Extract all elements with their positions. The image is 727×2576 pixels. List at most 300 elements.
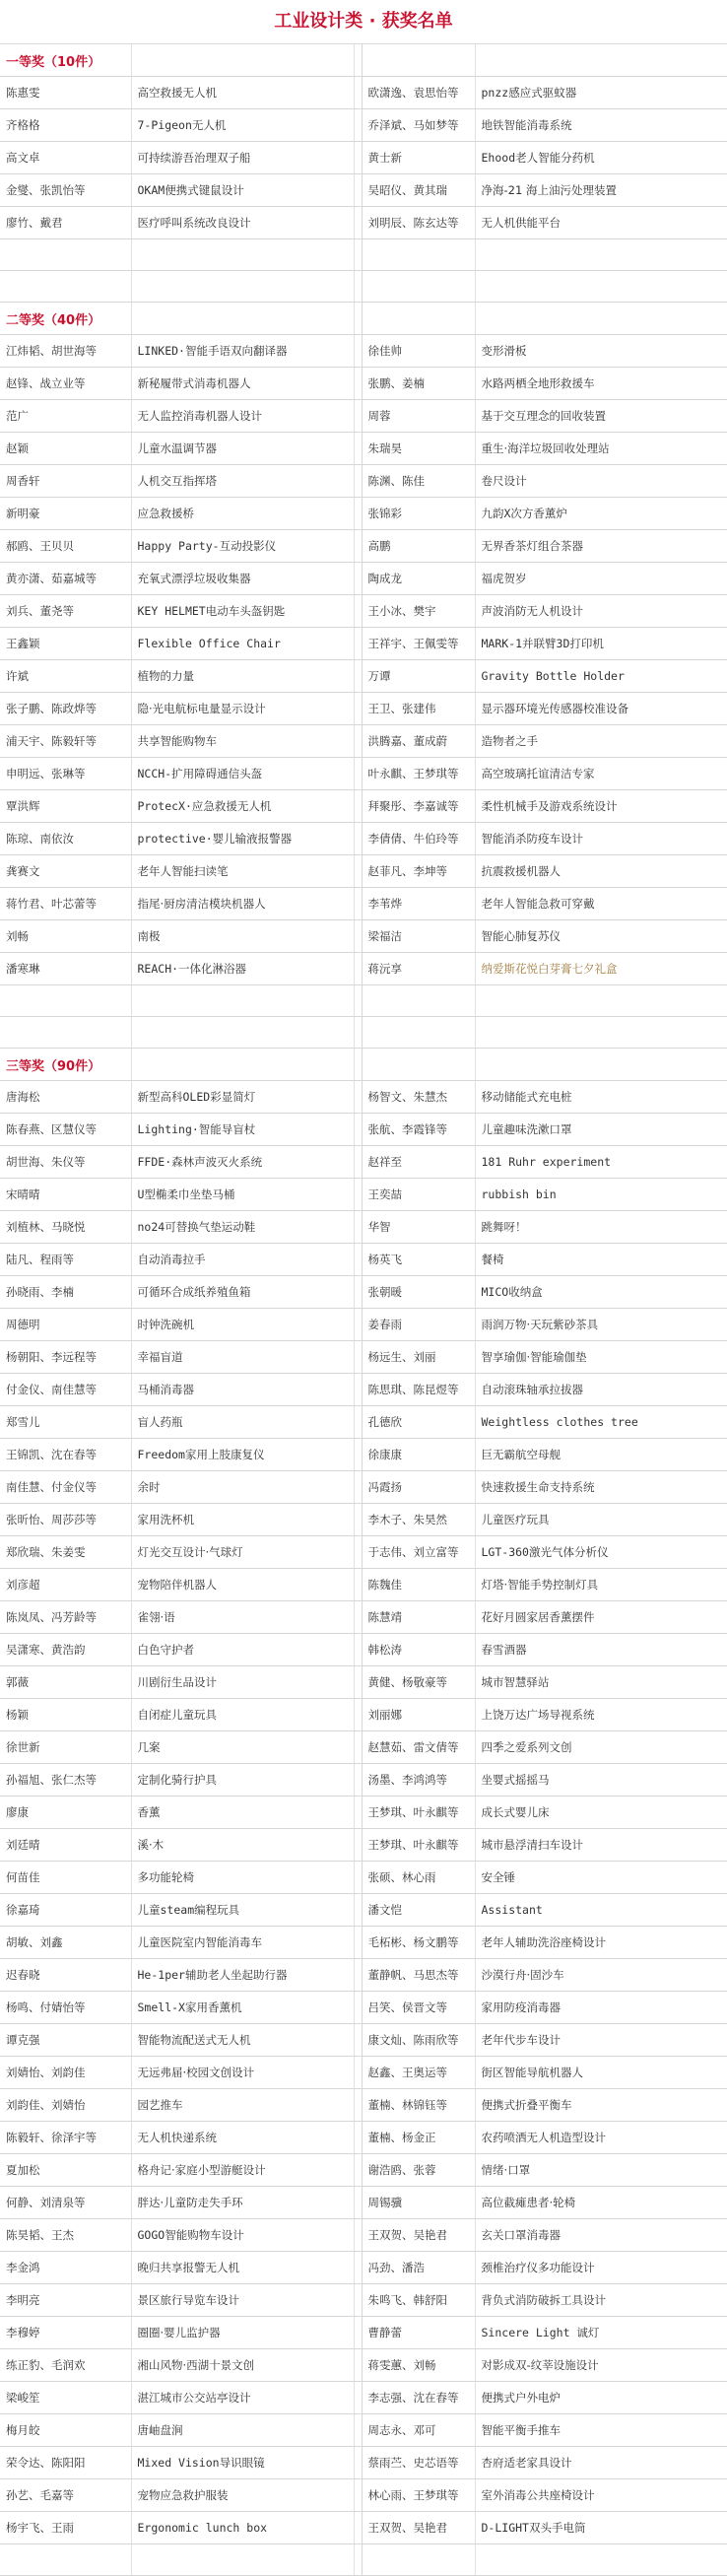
winner-name-right: 陶成龙 [362,563,475,595]
project-title-right: 花好月圆家居香薰摆件 [475,1601,727,1634]
project-title-left: 7-Pigeon无人机 [131,109,354,142]
table-row [0,1406,727,1439]
winner-name-right: 谢浩鸥、张蓉 [362,2154,475,2187]
table-row [0,1374,727,1406]
project-title-right: 老年代步车设计 [475,2024,727,2057]
winner-name-left: 刘彦超 [0,1569,131,1601]
winner-name-right: 陈慧靖 [362,1601,475,1634]
column-gap [354,1341,362,1374]
empty-cell [475,2544,727,2576]
winner-name-right: 张硕、林心雨 [362,1862,475,1894]
project-title-left: 园艺推车 [131,2089,354,2122]
column-gap [354,758,362,790]
project-title-right: 智享瑜伽·智能瑜伽垫 [475,1341,727,1374]
project-title-left: KEY HELMET电动车头盔钥匙 [131,595,354,628]
project-title-left: 无远弗届·校园文创设计 [131,2057,354,2089]
table-row [0,1504,727,1536]
empty-cell [362,1049,475,1081]
winner-name-left: 付金仪、南佳慧等 [0,1374,131,1406]
empty-cell [131,985,354,1017]
project-title-left: Flexible Office Chair [131,628,354,660]
table-row [0,1536,727,1569]
project-title-left: 自动消毒拉手 [131,1244,354,1276]
project-title-left: 指尾·厨房清洁模块机器人 [131,888,354,920]
winner-name-right: 华智 [362,1211,475,1244]
winner-name-left: 张子鹏、陈政烨等 [0,693,131,725]
project-title-right: 安全锤 [475,1862,727,1894]
column-gap [354,1276,362,1309]
project-title-left: Mixed Vision导识眼镜 [131,2447,354,2479]
column-gap [354,239,362,271]
project-title-left: 儿童steam编程玩具 [131,1894,354,1927]
page-title: 工业设计类 · 获奖名单 [0,0,727,44]
winner-name-left: 陈毅轩、徐泽宇等 [0,2122,131,2154]
winner-name-right: 赵菲凡、李坤等 [362,855,475,888]
winner-name-right: 周志永、邓可 [362,2414,475,2447]
project-title-right: 上饶万达广场导视系统 [475,1699,727,1731]
winner-name-right: 杨智文、朱慧杰 [362,1081,475,1114]
column-gap [354,563,362,595]
winner-name-left: 荣令达、陈阳阳 [0,2447,131,2479]
table-row [0,1829,727,1862]
project-title-left: 景区旅行导览车设计 [131,2284,354,2317]
column-gap [354,2154,362,2187]
winner-name-right: 陈渊、陈佳 [362,465,475,498]
column-gap [354,271,362,303]
table-row [0,725,727,758]
winner-name-left: 王锦凯、沈在舂等 [0,1439,131,1471]
winner-name-left: 吴潇寒、黄浩韵 [0,1634,131,1666]
table-row [0,1959,727,1992]
winner-name-right: 孔德欣 [362,1406,475,1439]
winner-name-left: 陈岚凤、冯芳龄等 [0,1601,131,1634]
project-title-right: 农药喷洒无人机造型设计 [475,2122,727,2154]
project-title-left: 湛江城市公交站亭设计 [131,2382,354,2414]
table-row [0,2219,727,2252]
table-row [0,335,727,368]
empty-cell [362,303,475,335]
column-gap [354,142,362,174]
winner-name-right: 蒋雯蕙、刘畅 [362,2349,475,2382]
project-title-right: 沙漠行舟·固沙车 [475,1959,727,1992]
spacer-row [0,239,727,271]
empty-cell [0,271,131,303]
winner-name-left: 覃洪辉 [0,790,131,823]
project-title-right: 地铁智能消毒系统 [475,109,727,142]
winner-name-right: 梁福洁 [362,920,475,953]
project-title-right: 杏府适老家具设计 [475,2447,727,2479]
table-row [0,109,727,142]
winner-name-left: 何苗佳 [0,1862,131,1894]
column-gap [354,530,362,563]
winner-name-right: 黄健、杨敬豪等 [362,1666,475,1699]
table-row [0,1894,727,1927]
project-title-right: Gravity Bottle Holder [475,660,727,693]
winner-name-right: 拜聚彤、李嘉诚等 [362,790,475,823]
winner-name-left: 刘植林、马晓悦 [0,1211,131,1244]
project-title-right: 儿童趣味洗漱口罩 [475,1114,727,1146]
project-title-right: 颈椎治疗仪多功能设计 [475,2252,727,2284]
project-title-left: 新秘履带式消毒机器人 [131,368,354,400]
winner-name-right: 万谭 [362,660,475,693]
project-title-right: 雨润万物·天玩紫砂茶具 [475,1309,727,1341]
table-row [0,207,727,239]
column-gap [354,953,362,985]
project-title-left: 儿童医院室内智能消毒车 [131,1927,354,1959]
winner-name-left: 廖竹、戴君 [0,207,131,239]
empty-cell [131,44,354,77]
project-title-right: Assistant [475,1894,727,1927]
winner-name-left: 陆凡、程雨等 [0,1244,131,1276]
table-row [0,1471,727,1504]
winner-name-right: 王卫、张建伟 [362,693,475,725]
table-row [0,1114,727,1146]
column-gap [354,1374,362,1406]
winner-name-left: 张昕怡、周莎莎等 [0,1504,131,1536]
winner-name-right: 刘明辰、陈玄达等 [362,207,475,239]
column-gap [354,400,362,433]
winner-name-left: 夏加松 [0,2154,131,2187]
project-title-left: 雀翎·语 [131,1601,354,1634]
project-title-left: 无人监控消毒机器人设计 [131,400,354,433]
column-gap [354,1504,362,1536]
winner-name-right: 曹静蕾 [362,2317,475,2349]
project-title-left: 圈圈·婴儿监护器 [131,2317,354,2349]
column-gap [354,498,362,530]
column-gap [354,2479,362,2512]
table-row [0,660,727,693]
project-title-right: 无人机供能平台 [475,207,727,239]
column-gap [354,1017,362,1049]
column-gap [354,2057,362,2089]
winner-name-left: 赵锋、战立业等 [0,368,131,400]
project-title-left: LINKED·智能手语双向翻译器 [131,335,354,368]
project-title-right: rubbish bin [475,1179,727,1211]
column-gap [354,1634,362,1666]
winner-name-left: 杨颖 [0,1699,131,1731]
project-title-left: 高空救援无人机 [131,77,354,109]
winner-name-right: 李苇烨 [362,888,475,920]
empty-cell [362,985,475,1017]
column-gap [354,2512,362,2544]
empty-cell [131,271,354,303]
table-row [0,1927,727,1959]
winner-name-right: 董楠、林锦钰等 [362,2089,475,2122]
table-row [0,2024,727,2057]
winner-name-left: 新明豪 [0,498,131,530]
project-title-right: 家用防疫消毒器 [475,1992,727,2024]
winner-name-left: 徐嘉琦 [0,1894,131,1927]
project-title-left: GOGO智能购物车设计 [131,2219,354,2252]
project-title-right: pnzz感应式驱蚊器 [475,77,727,109]
winner-name-left: 蒋竹君、叶芯蕾等 [0,888,131,920]
table-row [0,888,727,920]
project-title-right: 声波消防无人机设计 [475,595,727,628]
winner-name-left: 许斌 [0,660,131,693]
winner-name-left: 徐世新 [0,1731,131,1764]
project-title-left: 格舟记·家庭小型游艇设计 [131,2154,354,2187]
section-heading-row [0,303,727,335]
column-gap [354,2382,362,2414]
table-row [0,77,727,109]
winner-name-right: 王梦琪、叶永麒等 [362,1796,475,1829]
winner-name-right: 董楠、杨金正 [362,2122,475,2154]
project-title-left: 宠物陪伴机器人 [131,1569,354,1601]
project-title-right: 无界香茶灯组合茶器 [475,530,727,563]
table-row [0,1634,727,1666]
section-heading: 一等奖（10件） [0,44,131,77]
project-title-left: 医疗呼叫系统改良设计 [131,207,354,239]
winner-name-right: 朱瑞昊 [362,433,475,465]
project-title-right: 九韵X次方香薰炉 [475,498,727,530]
winner-name-right: 徐佳帅 [362,335,475,368]
project-title-left: 儿童水温调节器 [131,433,354,465]
column-gap [354,207,362,239]
project-title-right: 对影成双-纹莘设施设计 [475,2349,727,2382]
project-title-left: 可持续游吾治理双子船 [131,142,354,174]
project-title-right: 老年人辅助洗浴座椅设计 [475,1927,727,1959]
project-title-left: protective·婴儿输液报警器 [131,823,354,855]
winner-name-right: 李倩倩、牛伯玲等 [362,823,475,855]
project-title-left: 老年人智能扫读笔 [131,855,354,888]
winner-name-left: 潘寒琳 [0,953,131,985]
project-title-left: 白色守护者 [131,1634,354,1666]
column-gap [354,2349,362,2382]
section-heading: 三等奖（90件） [0,1049,131,1081]
column-gap [354,1114,362,1146]
table-row [0,855,727,888]
empty-cell [475,985,727,1017]
table-row [0,1146,727,1179]
column-gap [354,2544,362,2576]
winner-name-right: 姜春雨 [362,1309,475,1341]
column-gap [354,1146,362,1179]
project-title-left: 充氧式漂浮垃圾收集器 [131,563,354,595]
winner-name-right: 林心雨、王梦琪等 [362,2479,475,2512]
table-row [0,1276,727,1309]
column-gap [354,1796,362,1829]
table-row [0,1731,727,1764]
project-title-left: 幸福盲道 [131,1341,354,1374]
column-gap [354,2317,362,2349]
empty-cell [131,239,354,271]
winner-name-right: 张锦彩 [362,498,475,530]
column-gap [354,1862,362,1894]
winner-name-left: 刘畅 [0,920,131,953]
winner-name-right: 李木子、朱昊然 [362,1504,475,1536]
table-row [0,1796,727,1829]
project-title-right: 室外消毒公共座椅设计 [475,2479,727,2512]
winner-name-right: 朱鸣飞、韩舒阳 [362,2284,475,2317]
project-title-left: 溪·木 [131,1829,354,1862]
winner-name-left: 郑雪儿 [0,1406,131,1439]
project-title-left: 植物的力量 [131,660,354,693]
table-row [0,1862,727,1894]
winner-name-left: 南佳慧、付金仪等 [0,1471,131,1504]
winner-name-left: 李明亮 [0,2284,131,2317]
empty-cell [475,239,727,271]
table-row [0,2479,727,2512]
project-title-right: Sincere Light 诚灯 [475,2317,727,2349]
column-gap [354,1601,362,1634]
column-gap [354,1439,362,1471]
winner-name-right: 王小冰、樊宇 [362,595,475,628]
project-title-left: 家用洗杯机 [131,1504,354,1536]
project-title-left: 湘山风物·西湖十景文创 [131,2349,354,2382]
project-title-left: He-1per辅助老人坐起助行器 [131,1959,354,1992]
winner-name-left: 李金鸿 [0,2252,131,2284]
empty-cell [475,271,727,303]
spacer-row [0,2544,727,2576]
project-title-right: 城市悬浮清扫车设计 [475,1829,727,1862]
spacer-row [0,271,727,303]
winner-name-right: 高鹏 [362,530,475,563]
winner-name-right: 冯霞扬 [362,1471,475,1504]
column-gap [354,1049,362,1081]
winner-name-left: 陈春燕、区慧仪等 [0,1114,131,1146]
winner-name-left: 刘韵佳、刘婧怡 [0,2089,131,2122]
column-gap [354,1699,362,1731]
table-row [0,1211,727,1244]
column-gap [354,693,362,725]
project-title-left: FFDE·森林声波灭火系统 [131,1146,354,1179]
winner-name-left: 唐海松 [0,1081,131,1114]
table-row [0,823,727,855]
column-gap [354,1244,362,1276]
project-title-left: 马桶消毒器 [131,1374,354,1406]
project-title-right: 儿童医疗玩具 [475,1504,727,1536]
winner-name-left: 陈昊韬、王杰 [0,2219,131,2252]
project-title-left: 时钟洗碗机 [131,1309,354,1341]
winner-name-left: 陈琼、南依汝 [0,823,131,855]
project-title-right: 高位截瘫患者·轮椅 [475,2187,727,2219]
winner-name-right: 黄士新 [362,142,475,174]
winner-name-left: 申明远、张琳等 [0,758,131,790]
winner-name-right: 王祥宇、王佩雯等 [362,628,475,660]
project-title-left: 无人机快递系统 [131,2122,354,2154]
empty-cell [0,2544,131,2576]
project-title-left: 定制化骑行护具 [131,1764,354,1796]
project-title-right: 变形滑板 [475,335,727,368]
project-title-right: 显示器环境光传感器校准设备 [475,693,727,725]
project-title-right: 灯塔·智能手势控制灯具 [475,1569,727,1601]
project-title-right: 卷尺设计 [475,465,727,498]
winner-name-left: 龚赛文 [0,855,131,888]
column-gap [354,1309,362,1341]
project-title-left: U型椭柔巾坐垫马桶 [131,1179,354,1211]
winner-name-right: 杨远生、刘丽 [362,1341,475,1374]
table-row [0,693,727,725]
column-gap [354,174,362,207]
table-row [0,2089,727,2122]
project-title-right: 抗震救援机器人 [475,855,727,888]
winner-name-right: 张航、李霞锋等 [362,1114,475,1146]
table-row [0,953,727,985]
project-title-left: OKAM便携式键鼠设计 [131,174,354,207]
project-title-left: 人机交互指挥塔 [131,465,354,498]
column-gap [354,920,362,953]
project-title-left: 胖达·儿童防走失手环 [131,2187,354,2219]
winner-name-right: 周蓉 [362,400,475,433]
winner-name-left: 范广 [0,400,131,433]
column-gap [354,335,362,368]
winner-name-left: 郝鸥、王贝贝 [0,530,131,563]
column-gap [354,109,362,142]
project-title-right: 柔性机械手及游戏系统设计 [475,790,727,823]
column-gap [354,303,362,335]
winner-name-right: 王梦琪、叶永麒等 [362,1829,475,1862]
table-row [0,433,727,465]
winner-name-right: 王奕喆 [362,1179,475,1211]
project-title-left: 几案 [131,1731,354,1764]
project-title-right: Ehood老人智能分药机 [475,142,727,174]
winner-name-left: 高文卓 [0,142,131,174]
winner-name-right: 杨英飞 [362,1244,475,1276]
column-gap [354,433,362,465]
winner-name-right: 赵鑫、王奥运等 [362,2057,475,2089]
project-title-right: 四季之爱系列文创 [475,1731,727,1764]
column-gap [354,1536,362,1569]
empty-cell [362,2544,475,2576]
project-title-right: 玄关口罩消毒器 [475,2219,727,2252]
project-title-right: 餐椅 [475,1244,727,1276]
column-gap [354,1894,362,1927]
project-title-left: 余时 [131,1471,354,1504]
empty-cell [131,303,354,335]
winner-name-left: 宋晴晴 [0,1179,131,1211]
table-row [0,2187,727,2219]
project-title-right: 背负式消防破拆工具设计 [475,2284,727,2317]
winner-name-right: 张朝暖 [362,1276,475,1309]
project-title-right: 移动储能式充电桩 [475,1081,727,1114]
column-gap [354,1406,362,1439]
project-title-right: D-LIGHT双头手电筒 [475,2512,727,2544]
winner-name-left: 孙艺、毛嘉等 [0,2479,131,2512]
winner-name-left: 杨宇飞、王雨 [0,2512,131,2544]
project-title-left: 智能物流配送式无人机 [131,2024,354,2057]
winner-name-right: 李志强、沈在舂等 [362,2382,475,2414]
table-row [0,2349,727,2382]
empty-cell [0,1017,131,1049]
winner-name-left: 刘婧怡、刘韵佳 [0,2057,131,2089]
winner-name-right: 王双贺、吴艳君 [362,2512,475,2544]
project-title-right: 基于交互理念的回收装置 [475,400,727,433]
project-title-left: Happy Party-互动投影仪 [131,530,354,563]
table-row [0,1244,727,1276]
winner-name-right: 洪腾嘉、董成蔚 [362,725,475,758]
column-gap [354,1764,362,1796]
project-title-right: Weightless clothes tree [475,1406,727,1439]
table-row [0,465,727,498]
column-gap [354,660,362,693]
winner-name-right: 叶永麒、王梦琪等 [362,758,475,790]
winner-name-right: 王双贺、吴艳君 [362,2219,475,2252]
winner-name-right: 毛柘彬、杨文鹏等 [362,1927,475,1959]
winner-name-right: 吕笑、侯晋文等 [362,1992,475,2024]
winner-name-left: 郑欣瑞、朱姜雯 [0,1536,131,1569]
table-row [0,400,727,433]
project-title-left: 香薰 [131,1796,354,1829]
winner-name-left: 孙晓雨、李楠 [0,1276,131,1309]
column-gap [354,2284,362,2317]
winner-name-right: 周锡骥 [362,2187,475,2219]
project-title-right: 巨无霸航空母舰 [475,1439,727,1471]
empty-cell [131,2544,354,2576]
table-row [0,498,727,530]
column-gap [354,888,362,920]
project-title-left: 盲人药瓶 [131,1406,354,1439]
project-title-right: 便携式折叠平衡车 [475,2089,727,2122]
